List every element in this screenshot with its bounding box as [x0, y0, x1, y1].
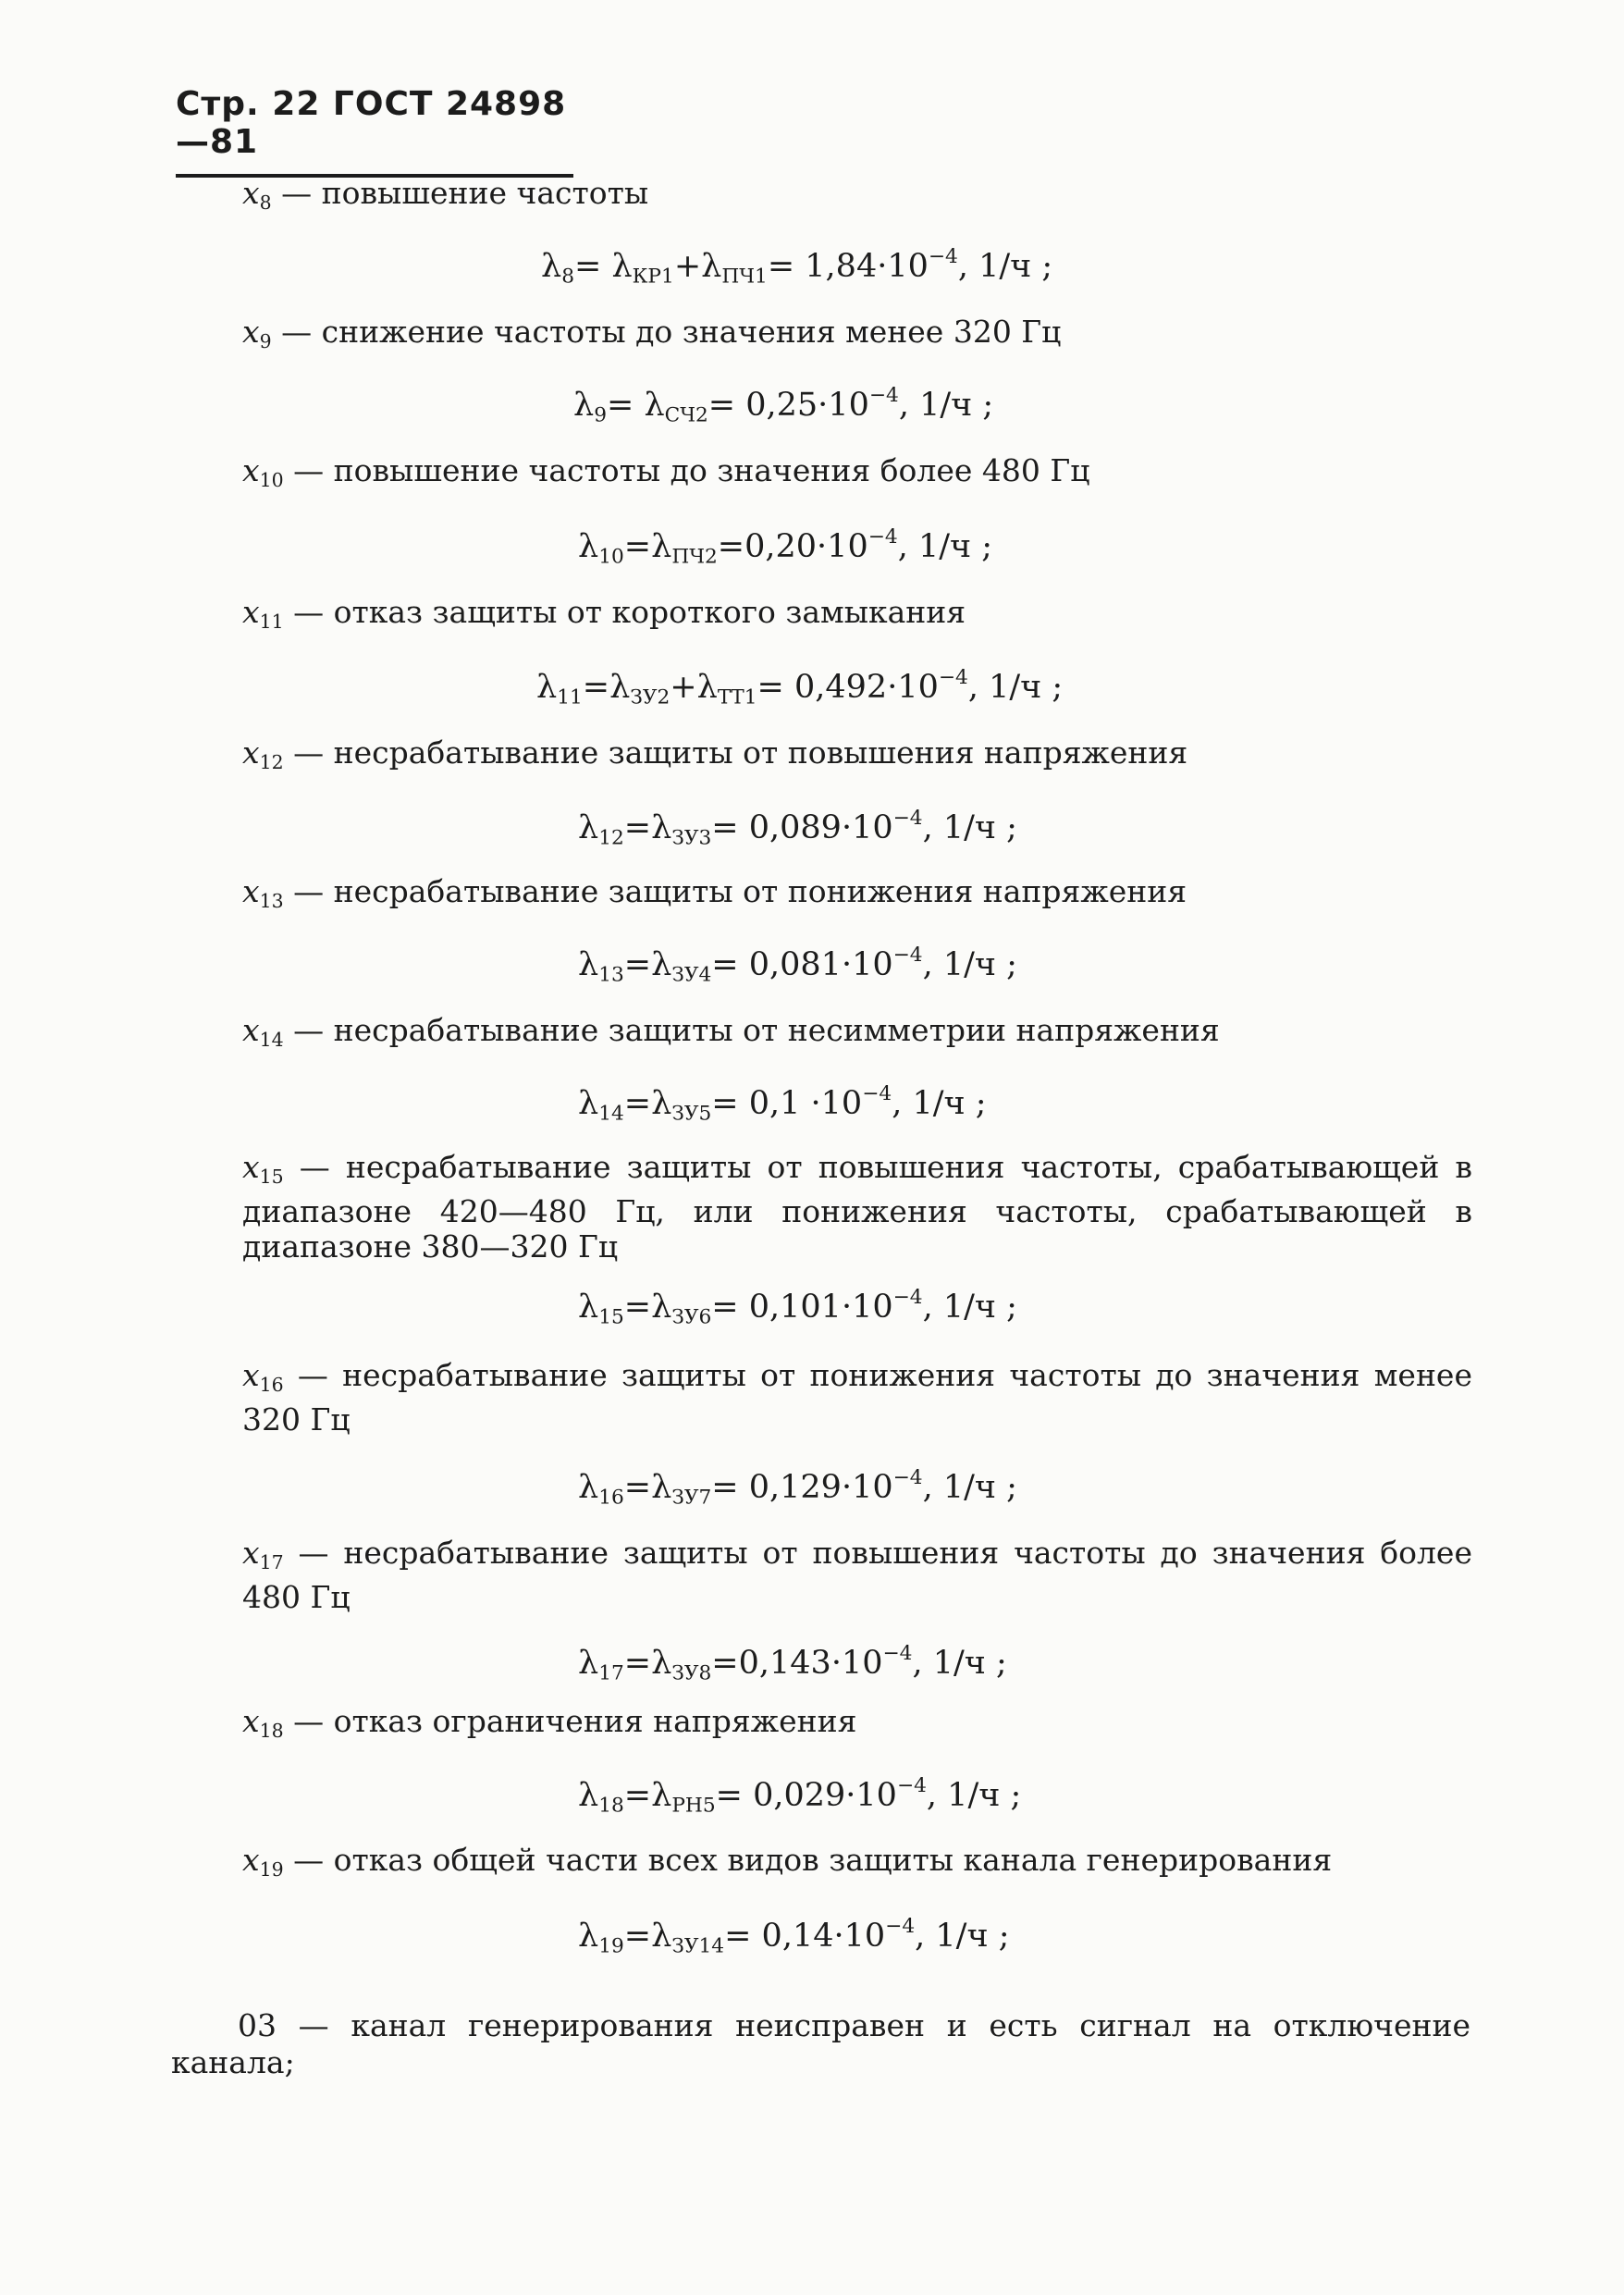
formula-unit: , 1/ч ; — [892, 1085, 987, 1123]
formula-unit: , 1/ч ; — [922, 1289, 1017, 1326]
formula-lhs: λ — [578, 946, 599, 984]
formula-lambda-9 — [573, 384, 993, 427]
formula-rhs: =λ — [623, 1469, 672, 1507]
formula-lambda-11 — [536, 666, 1063, 709]
formula-lambda-19 — [578, 1915, 1010, 1958]
formula-lhs-sub: 10 — [598, 545, 624, 569]
item-description: — несрабатывание защиты от повышения частоты до значения более 480 Гц — [242, 1535, 1472, 1616]
formula-lhs-sub: 13 — [598, 963, 624, 987]
formula-unit: , 1/ч ; — [915, 1918, 1010, 1956]
formula-lhs: λ — [578, 1085, 599, 1123]
formula-exp: −4 — [867, 525, 898, 549]
formula-t1-sub: ПЧ2 — [671, 545, 718, 569]
item-x16 — [242, 1358, 1472, 1437]
item-description: — несрабатывание защиты от повышения частоты, срабатывающей в диапазоне 420—480 Гц, или понижения частоты, срабатывающей в диапазоне 380—320 Гц — [242, 1149, 1472, 1265]
formula-exp: −4 — [892, 1286, 923, 1309]
item-variable: $x_{15}$ — [242, 1149, 284, 1189]
item-variable: $x_{18}$ — [242, 1703, 284, 1743]
item-variable: $x_8$ — [242, 175, 272, 215]
paragraph-03: 03 — канал генерирования неисправен и есть сигнал на отключение канала; — [171, 2007, 1470, 2080]
formula-t1-sub: СЧ2 — [664, 403, 708, 427]
item-x10 — [242, 453, 1472, 498]
formula-lhs: λ — [578, 528, 599, 566]
formula-lhs-sub: 9 — [594, 403, 607, 427]
formula-value: = 0,029·10 — [715, 1777, 897, 1815]
formula-op: +λ — [673, 248, 722, 286]
item-description: — повышение частоты — [271, 175, 649, 211]
formula-lhs-sub: 14 — [598, 1102, 624, 1126]
item-variable: $x_{11}$ — [242, 594, 284, 634]
formula-t1-sub: ЗУ2 — [630, 685, 671, 709]
formula-t1-sub: ЗУ4 — [671, 963, 712, 987]
item-variable: $x_{10}$ — [242, 452, 284, 492]
formula-rhs: =λ — [623, 1645, 672, 1683]
formula-value: = 0,25·10 — [707, 387, 869, 425]
item-x11 — [242, 595, 1472, 639]
formula-rhs: = λ — [607, 387, 665, 425]
formula-t1-sub: ЗУ14 — [671, 1934, 725, 1958]
formula-rhs: =λ — [623, 1289, 672, 1326]
formula-t2-sub: ПЧ1 — [721, 265, 768, 289]
formula-value: = 1,84·10 — [767, 248, 929, 286]
formula-value: = 0,14·10 — [724, 1918, 886, 1956]
formula-lambda-17 — [578, 1642, 1007, 1685]
item-description: — отказ ограничения напряжения — [283, 1703, 857, 1739]
formula-t1-sub: КР1 — [632, 265, 674, 289]
item-x8 — [242, 176, 1472, 220]
item-description: — несрабатывание защиты от повышения напряжения — [283, 734, 1188, 771]
item-x14 — [242, 1013, 1472, 1057]
formula-exp: −4 — [896, 1774, 927, 1797]
formula-value: = 0,492·10 — [757, 669, 939, 707]
item-variable: $x_{13}$ — [242, 873, 284, 913]
formula-unit: , 1/ч ; — [912, 1645, 1007, 1683]
formula-t1-sub: ЗУ8 — [671, 1661, 712, 1685]
formula-lambda-8 — [541, 245, 1052, 289]
formula-lhs-sub: 15 — [598, 1305, 624, 1329]
formula-lhs-sub: 17 — [598, 1661, 624, 1685]
formula-t1-sub: ЗУ7 — [671, 1486, 712, 1510]
formula-exp: −4 — [882, 1642, 913, 1665]
item-x15 — [242, 1150, 1472, 1265]
formula-rhs: =λ — [623, 1918, 672, 1956]
formula-lhs: λ — [578, 1777, 599, 1815]
formula-unit: , 1/ч ; — [922, 1469, 1017, 1507]
formula-value: =0,20·10 — [717, 528, 868, 566]
formula-lhs: λ — [541, 248, 562, 286]
formula-lhs: λ — [578, 1469, 599, 1507]
formula-value: = 0,089·10 — [711, 809, 893, 847]
formula-rhs: =λ — [623, 809, 672, 847]
formula-exp: −4 — [862, 1082, 892, 1105]
formula-exp: −4 — [885, 1915, 916, 1938]
formula-t2-sub: ТТ1 — [717, 685, 757, 709]
formula-rhs: =λ — [623, 528, 672, 566]
formula-unit: , 1/ч ; — [922, 809, 1017, 847]
formula-lhs: λ — [578, 1289, 599, 1326]
formula-rhs: =λ — [623, 1085, 672, 1123]
formula-lambda-16 — [578, 1466, 1017, 1510]
formula-lhs-sub: 18 — [598, 1794, 624, 1818]
formula-exp: −4 — [892, 807, 923, 830]
formula-exp: −4 — [892, 944, 923, 967]
formula-op: +λ — [670, 669, 718, 707]
formula-unit: , 1/ч ; — [926, 1777, 1022, 1815]
formula-lambda-14 — [578, 1082, 987, 1126]
item-variable: $x_{19}$ — [242, 1842, 284, 1882]
formula-t1-sub: ЗУ3 — [671, 826, 712, 850]
formula-lhs-sub: 19 — [598, 1934, 624, 1958]
item-variable: $x_{16}$ — [242, 1357, 284, 1397]
item-variable: $x_{12}$ — [242, 734, 284, 774]
item-description: — повышение частоты до значения более 480 Гц — [283, 452, 1090, 488]
formula-unit: , 1/ч ; — [957, 248, 1053, 286]
item-description: — отказ общей части всех видов защиты канала генерирования — [283, 1842, 1333, 1878]
formula-lambda-12 — [578, 807, 1017, 850]
formula-lhs-sub: 8 — [561, 265, 574, 289]
item-description: — отказ защиты от короткого замыкания — [283, 594, 966, 630]
item-variable: $x_9$ — [242, 314, 272, 353]
item-variable: $x_{17}$ — [242, 1535, 284, 1574]
formula-rhs: =λ — [623, 946, 672, 984]
formula-unit: , 1/ч ; — [922, 946, 1017, 984]
formula-exp: −4 — [868, 384, 899, 407]
formula-unit: , 1/ч ; — [898, 387, 994, 425]
formula-rhs: = λ — [574, 248, 633, 286]
formula-value: = 0,081·10 — [711, 946, 893, 984]
formula-lhs-sub: 12 — [598, 826, 624, 850]
item-x13 — [242, 874, 1472, 919]
formula-lambda-18 — [578, 1774, 1021, 1818]
item-description: — несрабатывание защиты от несимметрии напряжения — [283, 1012, 1220, 1048]
formula-value: = 0,1 ·10 — [711, 1085, 863, 1123]
formula-lambda-13 — [578, 944, 1017, 987]
formula-t1-sub: РН5 — [671, 1794, 716, 1818]
item-x18 — [242, 1704, 1472, 1748]
formula-rhs: =λ — [623, 1777, 672, 1815]
item-x12 — [242, 735, 1472, 780]
item-variable: $x_{14}$ — [242, 1012, 284, 1052]
formula-value: =0,143·10 — [711, 1645, 883, 1683]
formula-exp: −4 — [892, 1466, 923, 1489]
formula-t1-sub: ЗУ5 — [671, 1102, 712, 1126]
formula-lhs-sub: 11 — [557, 685, 583, 709]
formula-lhs: λ — [573, 387, 595, 425]
item-x19 — [242, 1843, 1472, 1887]
page-header: Стр. 22 ГОСТ 24898—81 — [176, 85, 573, 178]
item-description: — снижение частоты до значения менее 320 Гц — [271, 314, 1062, 350]
formula-unit: , 1/ч ; — [897, 528, 993, 566]
formula-value: = 0,101·10 — [711, 1289, 893, 1326]
formula-exp: −4 — [938, 666, 968, 689]
formula-value: = 0,129·10 — [711, 1469, 893, 1507]
formula-lhs: λ — [578, 1645, 599, 1683]
item-x9 — [242, 315, 1472, 359]
formula-lambda-15 — [578, 1286, 1017, 1329]
item-description: — несрабатывание защиты от понижения напряжения — [283, 873, 1187, 909]
formula-lhs: λ — [536, 669, 558, 707]
formula-t1-sub: ЗУ6 — [671, 1305, 712, 1329]
formula-rhs: =λ — [582, 669, 631, 707]
formula-lambda-10 — [578, 525, 992, 569]
formula-lhs: λ — [578, 809, 599, 847]
item-x17 — [242, 1536, 1472, 1615]
formula-unit: , 1/ч ; — [967, 669, 1064, 707]
formula-lhs-sub: 16 — [598, 1486, 624, 1510]
formula-exp: −4 — [928, 245, 958, 268]
formula-lhs: λ — [578, 1918, 599, 1956]
item-description: — несрабатывание защиты от понижения частоты до значения менее 320 Гц — [242, 1357, 1472, 1438]
